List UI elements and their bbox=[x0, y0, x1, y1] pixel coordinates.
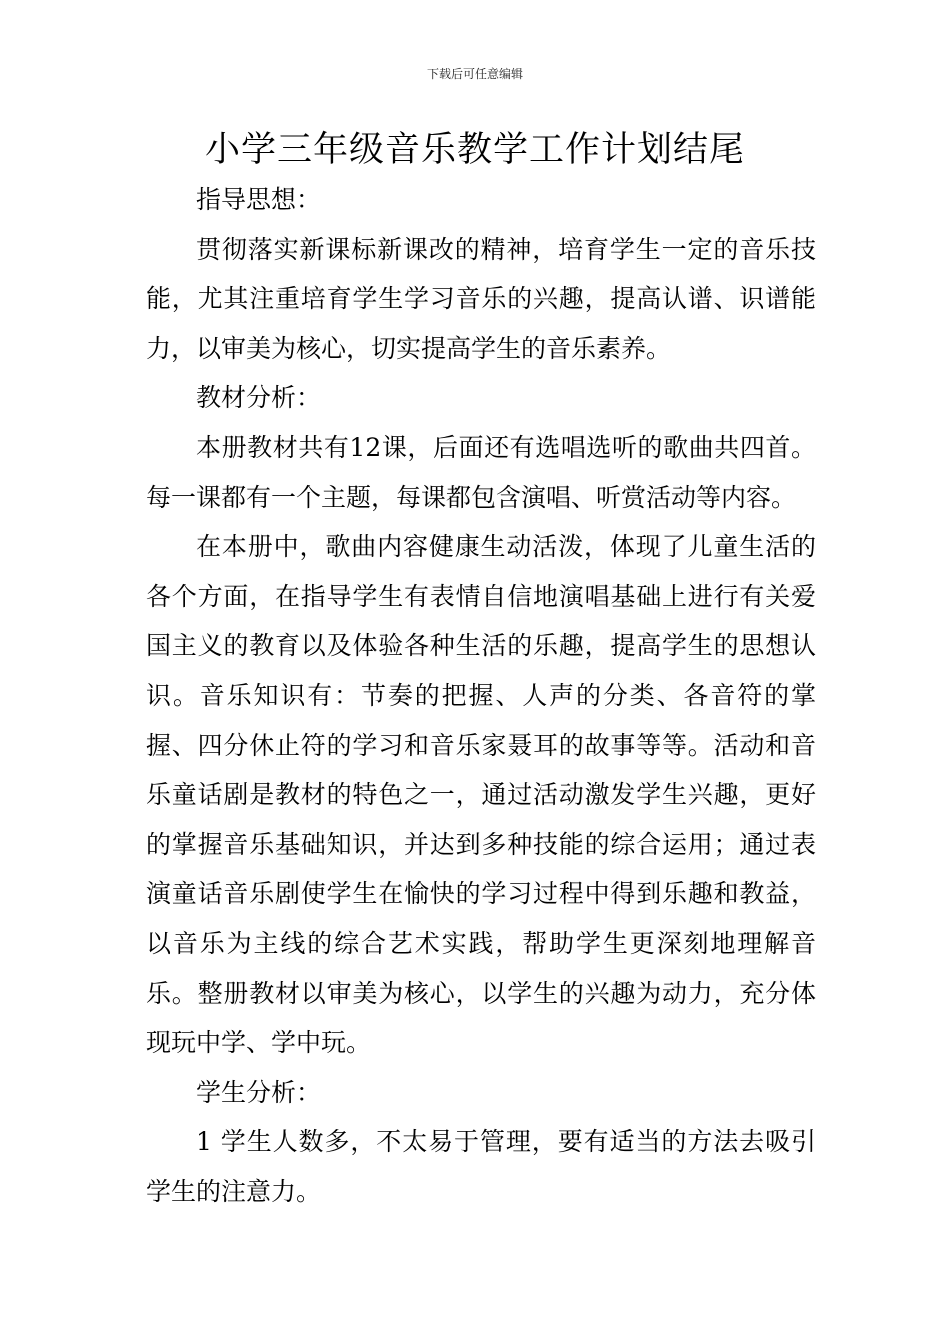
document-body bbox=[146, 175, 816, 1216]
material-heading: 教材分析： bbox=[196, 383, 322, 413]
material-paragraph-1: 本册教材共有12课，后面还有选唱选听的歌曲共四首。每一课都有一个主题，每课都包含演唱、听赏活动等内容。 bbox=[146, 432, 816, 512]
material-paragraph-2: 在本册中，歌曲内容健康生动活泼，体现了儿童生活的各个方面，在指导学生有表情自信地演唱基础上进行有关爱国主义的教育以及体验各种生活的乐趣，提高学生的思想认识。音乐知识有：节奏的把握、人声的分类、各音符的掌握、四分休止符的学习和音乐家聂耳的故事等等。活动和音乐童话剧是教材的特色之一，通过活动激发学生兴趣，更好的掌握音乐基础知识，并达到多种技能的综合运用；通过表演童话音乐剧使学生在愉快的学习过程中得到乐趣和教益，以音乐为主线的综合艺术实践，帮助学生更深刻地理解音乐。整册教材以审美为核心，以学生的兴趣为动力，充分体现玩中学、学中玩。 bbox=[146, 532, 816, 1058]
guiding-heading: 指导思想： bbox=[196, 185, 322, 214]
header-note: 下载后可任意编辑 bbox=[426, 67, 523, 81]
student-paragraph-1: 1 学生人数多，不太易于管理，要有适当的方法去吸引学生的注意力。 bbox=[146, 1127, 816, 1206]
guiding-paragraph: 贯彻落实新课标新课改的精神，培育学生一定的音乐技能，尤其注重培育学生学习音乐的兴趣，提高认谱、识谱能力，以审美为核心，切实提高学生的音乐素养。 bbox=[146, 234, 816, 363]
document-title: 小学三年级音乐教学工作计划结尾 bbox=[204, 130, 745, 170]
student-heading: 学生分析： bbox=[196, 1077, 322, 1107]
